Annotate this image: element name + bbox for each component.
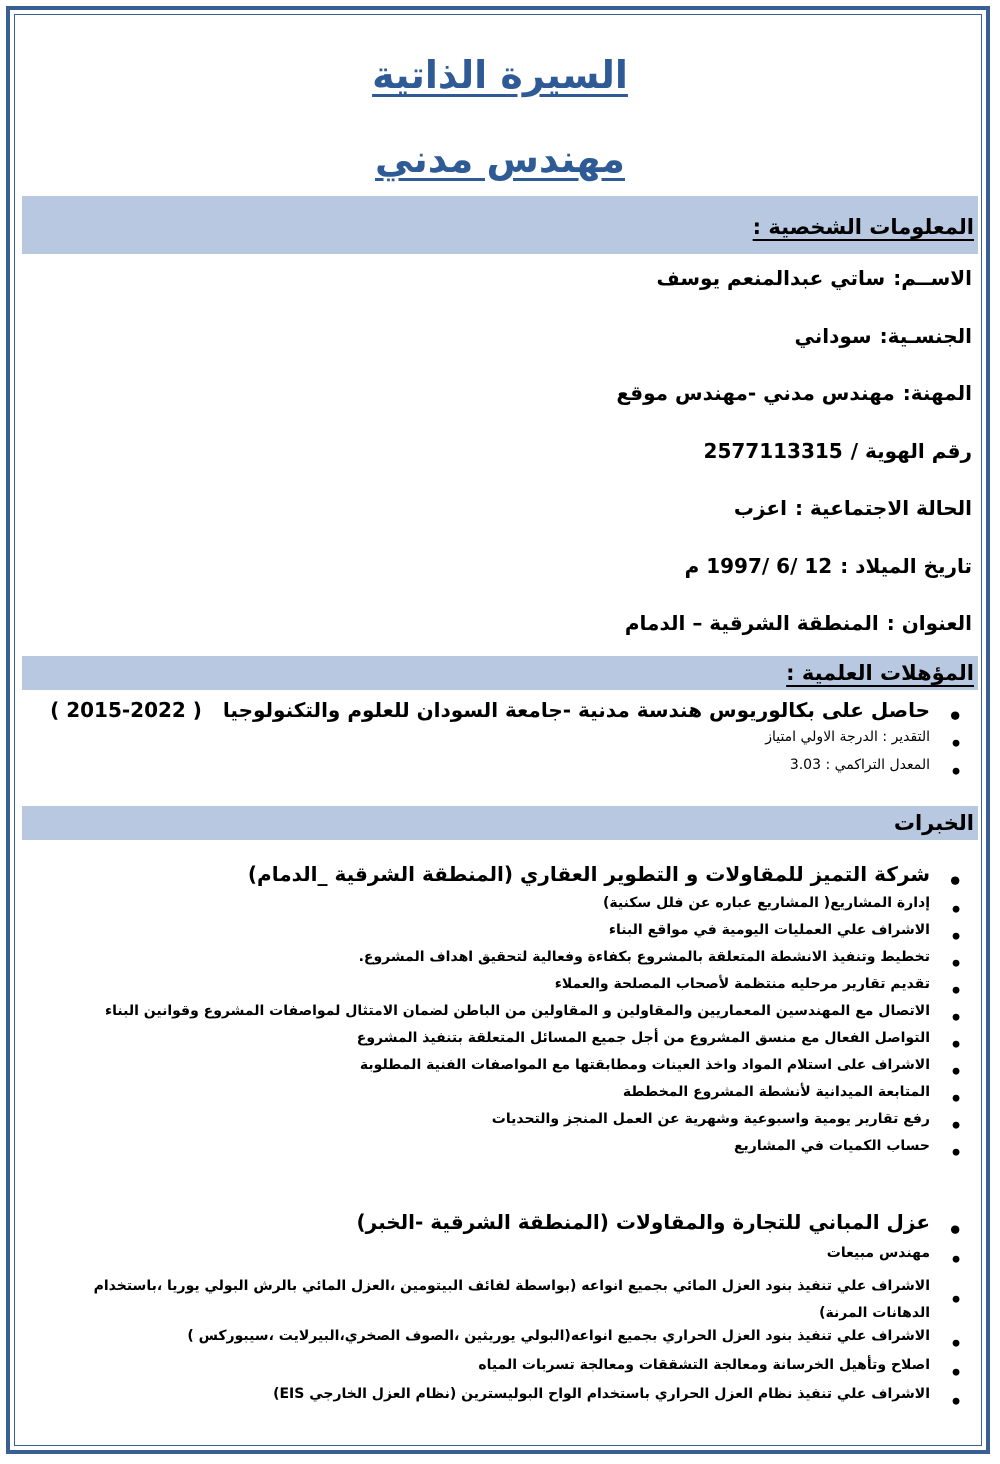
- job1-duty: [48, 896, 978, 923]
- job1-duty-text: الاشراف علي العمليات اليومية في مواقع البناء: [608, 922, 930, 938]
- address-row: [625, 613, 972, 633]
- profession-value: مهندس مدني -مهندس موقع: [616, 381, 895, 405]
- job1-duty-text: رفع تقارير يومية واسبوعية وشهرية عن العمل المنجز والتحديات: [491, 1111, 930, 1127]
- job1-duty-text: الاتصال مع المهندسين المعماريين والمقاولين و المقاولين من الباطن لضمان الامتثال لمواصفات المشروع وقوانين البناء: [104, 1003, 930, 1019]
- education-grade-item: [48, 730, 978, 758]
- job1-company-text: شركة التميز للمقاولات و التطوير العقاري (المنطقة الشرقية _الدمام): [247, 862, 930, 886]
- gpa-value: 3.03: [789, 757, 821, 773]
- job2-duty-text: مهندس مبيعات: [826, 1245, 930, 1261]
- section-band-personal: [22, 196, 978, 254]
- marital-label: الحالة الاجتماعية :: [794, 496, 972, 520]
- job2-duty: [48, 1273, 978, 1327]
- job1-duty: [48, 950, 978, 977]
- education-heading: المؤهلات العلمية :: [786, 661, 974, 685]
- dob-row: [685, 556, 972, 576]
- education-list: [48, 700, 978, 786]
- job1-list: [48, 864, 978, 1166]
- job1-duty-text: إدارة المشاريع( المشاريع عباره عن فلل سكنية): [602, 895, 930, 911]
- section-band-education: [22, 656, 978, 690]
- job1-duty: [48, 1085, 978, 1112]
- job1-duty: [48, 1058, 978, 1085]
- document-subtitle-role: مهندس مدني: [375, 137, 625, 181]
- marital-row: [734, 498, 972, 518]
- education-gpa-item: [48, 758, 978, 786]
- grade-text: التقدير : الدرجة الاولي امتياز: [765, 729, 930, 745]
- job1-company: [48, 864, 978, 896]
- id-row: [704, 441, 972, 461]
- job2-duty: [48, 1387, 978, 1416]
- name-label: الاســم:: [893, 266, 972, 290]
- education-degree-item: [48, 700, 978, 730]
- personal-info-heading: المعلومات الشخصية :: [752, 215, 974, 239]
- nationality-label: الجنسـية:: [879, 324, 972, 348]
- job1-duty: [48, 1112, 978, 1139]
- experience-heading: الخبرات: [893, 811, 974, 835]
- document-title: السيرة الذاتية: [372, 53, 628, 97]
- job2-duty: [48, 1358, 978, 1387]
- profession-row: [616, 383, 972, 403]
- job2-company: [48, 1212, 978, 1246]
- profession-label: المهنة:: [902, 381, 972, 405]
- job1-duty-text: حساب الكميات في المشاريع: [733, 1138, 930, 1154]
- section-band-experience: [22, 806, 978, 840]
- job1-duty: [48, 1004, 978, 1031]
- job1-duty: [48, 1139, 978, 1166]
- marital-value: اعزب: [733, 496, 787, 520]
- job1-duty-text: التواصل الفعال مع منسق المشروع من أجل جميع المسائل المتعلقة بتنفيذ المشروع: [356, 1030, 930, 1046]
- job1-duty: [48, 1031, 978, 1058]
- job2-duty-text: الاشراف علي تنفيذ نظام العزل الحراري باستخدام الواح البوليسترين (نظام العزل الخارجي EIS): [273, 1386, 930, 1402]
- job2-duty: [48, 1329, 978, 1358]
- job1-duty-text: تقديم تقارير مرحليه منتظمة لأصحاب المصلحة والعملاء: [554, 976, 930, 992]
- cv-document: [22, 22, 978, 1442]
- job1-duty: [48, 923, 978, 950]
- id-label: رقم الهوية /: [850, 439, 972, 463]
- dob-label: تاريخ الميلاد :: [840, 554, 972, 578]
- job2-duty-text: اصلاح وتأهيل الخرسانة ومعالجة التشققات ومعالجة تسربات المياه: [478, 1357, 930, 1373]
- job2-duty: [48, 1246, 978, 1273]
- job2-duty-text: الاشراف علي تنفيذ بنود العزل الحراري بجميع انواعه(البولي يوريثين ،الصوف الصخري،البيرلايت ،سيبوركس ): [187, 1328, 930, 1344]
- job1-duty-text: الاشراف على استلام المواد واخذ العينات ومطابقتها مع المواصفات الفنية المطلوبة: [359, 1057, 930, 1073]
- job1-duty-text: تخطيط وتنفيذ الانشطة المتعلقة بالمشروع بكفاءة وفعالية لتحقيق اهداف المشروع.: [358, 949, 930, 965]
- job2-company-text: عزل المباني للتجارة والمقاولات (المنطقة الشرقية -الخبر): [356, 1210, 930, 1234]
- nationality-value: سوداني: [794, 324, 872, 348]
- job2-list: [48, 1212, 978, 1416]
- dob-value: 12 /6 /1997 م: [684, 554, 833, 578]
- degree-years: ( 2015-2022 ): [50, 698, 202, 722]
- address-value: المنطقة الشرقية – الدمام: [624, 611, 879, 635]
- degree-text: حاصل على بكالوريوس هندسة مدنية -جامعة السودان للعلوم والتكنولوجيا: [222, 698, 930, 722]
- name-row: [657, 268, 972, 288]
- gpa-label: المعدل التراكمي :: [825, 757, 930, 773]
- nationality-row: [795, 326, 973, 346]
- job2-duty-text: الاشراف علي تنفيذ بنود العزل المائي بجميع انواعه (بواسطة لفائف البيتومين ،العزل المائي بالرش البولي يوريا ،باستخدام الدهانات المرنة): [93, 1278, 930, 1321]
- job1-duty-text: المتابعة الميدانية لأنشطة المشروع المخططة: [622, 1084, 930, 1100]
- name-value: ساتي عبدالمنعم يوسف: [656, 266, 886, 290]
- id-value: 2577113315: [703, 439, 843, 463]
- address-label: العنوان :: [886, 611, 972, 635]
- job1-duty: [48, 977, 978, 1004]
